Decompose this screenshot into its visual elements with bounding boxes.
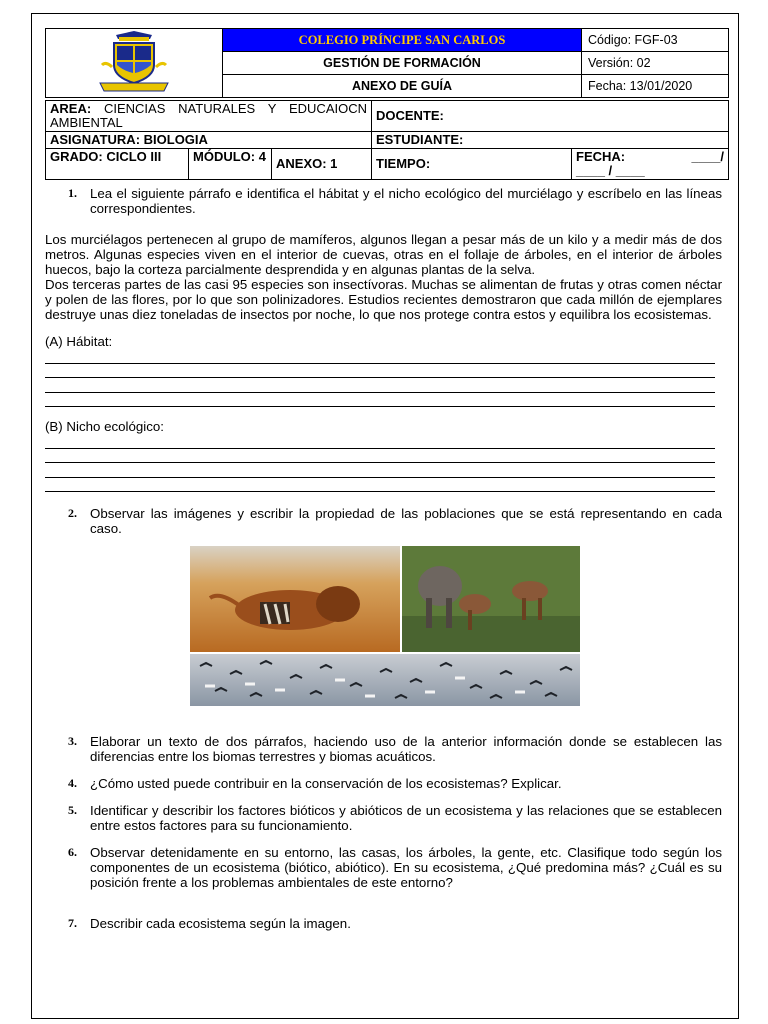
header-table: [45, 28, 729, 98]
reading-paragraph-2: Dos terceras partes de las casi 95 especies son insectívoras. Muchas se alimentan de frutas y otras comen néctar y polen de las flores, por lo que son polinizadores. Estudios recientes demostraron que cada millón de ejemplares destruye unas diez toneladas de insectos por noche, lo que nos protege contra estos y equilibra los ecosistemas.: [45, 277, 722, 322]
estudiante-field[interactable]: ESTUDIANTE:: [372, 132, 729, 149]
anexo-guia: ANEXO DE GUÍA: [223, 75, 582, 98]
info-table: [45, 100, 729, 180]
crest-icon: [94, 31, 174, 93]
question-6: 6. Observar detenidamente en su entorno, las casas, los árboles, la gente, etc. Clasifique todo según los componentes de un ecosistema (biótico, abiótico). En su ecosistema, ¿Qué predomina más? ¿Cuál es su posición frente a los problemas ambientales de este entorno?: [68, 845, 722, 890]
docente-field[interactable]: DOCENTE:: [372, 101, 729, 132]
fecha: Fecha: 13/01/2020: [582, 75, 729, 98]
gestion: GESTIÓN DE FORMACIÓN: [223, 52, 582, 75]
tiempo-field[interactable]: TIEMPO:: [372, 149, 572, 180]
birds-photo: [190, 654, 580, 706]
question-3: 3. Elaborar un texto de dos párrafos, haciendo uso de la anterior información donde se establecen las diferencias entre los biomas terrestres y biomas acuáticos.: [68, 734, 722, 764]
habitat-label: (A) Hábitat:: [45, 334, 113, 349]
modulo: MÓDULO: 4: [189, 149, 272, 180]
question-4: 4. ¿Cómo usted puede contribuir en la conservación de los ecosistemas? Explicar.: [68, 776, 562, 791]
nicho-answer-lines[interactable]: [45, 434, 722, 492]
question-5: 5. Identificar y describir los factores bióticos y abióticos de un ecosistema y las relaciones que se establecen entre estos factores para su funcionamiento.: [68, 803, 722, 833]
school-logo: [46, 29, 223, 98]
asignatura: ASIGNATURA: BIOLOGIA: [46, 132, 372, 149]
deer-photo: [402, 546, 580, 652]
fecha-field[interactable]: FECHA: ____/ ____ / ____: [572, 149, 729, 180]
population-photos: [190, 546, 580, 706]
codigo: Código: FGF-03: [582, 29, 729, 52]
version: Versión: 02: [582, 52, 729, 75]
school-name: COLEGIO PRÍNCIPE SAN CARLOS: [223, 29, 582, 52]
question-2: 2. Observar las imágenes y escribir la propiedad de las poblaciones que se está representando en cada caso.: [68, 506, 722, 536]
worksheet-content: [45, 186, 722, 931]
nicho-label: (B) Nicho ecológico:: [45, 419, 164, 434]
anexo: ANEXO: 1: [272, 149, 372, 180]
lion-photo: [190, 546, 400, 652]
reading-paragraph-1: Los murciélagos pertenecen al grupo de mamíferos, algunos llegan a pesar más de un kilo y a medir más de dos metros. Algunas especies viven en el interior de cuevas, otras en el follaje de árboles, en el interior de árboles huecos, bajo la corteza parcialmente desprendida y en algunas plantas de la selva.: [45, 232, 722, 277]
question-1: 1. Lea el siguiente párrafo e identifica el hábitat y el nicho ecológico del murciélago y escríbelo en las líneas correspondientes.: [68, 186, 722, 216]
question-7: 7. Describir cada ecosistema según la imagen.: [68, 916, 351, 931]
population-images: [190, 546, 580, 706]
grado: GRADO: CICLO III: [46, 149, 189, 180]
habitat-answer-lines[interactable]: [45, 349, 722, 407]
area-cell: AREA: CIENCIAS NATURALES Y EDUCAIOCN AMBIENTAL: [46, 101, 372, 132]
